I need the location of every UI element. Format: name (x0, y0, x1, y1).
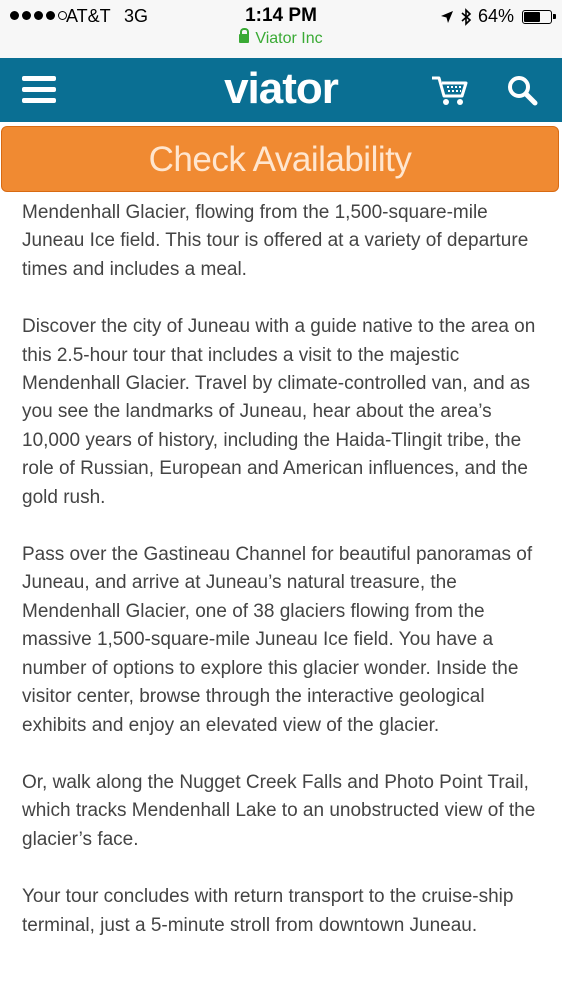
nav-bar (0, 58, 562, 122)
description-paragraph: Mendenhall Glacier, flowing from the 1,500-square-mile Juneau Ice field. This tour is offered at a variety of departure times and includes a meal. (22, 202, 529, 280)
battery-fill (524, 12, 540, 22)
clock: 1:14 PM (245, 5, 317, 26)
bluetooth-icon (460, 8, 472, 26)
status-right (440, 6, 552, 27)
viator-logo[interactable]: viator (224, 64, 338, 113)
tour-description (22, 199, 547, 969)
description-paragraph: Your tour concludes with return transport to the cruise-ship terminal, just a 5-minute stroll from downtown Juneau. (22, 886, 514, 936)
site-name: Viator Inc (255, 30, 323, 47)
description-paragraph: Pass over the Gastineau Channel for beautiful panoramas of Juneau, and arrive at Juneau’s natural treasure, the Mendenhall Glacier, one of 38 glaciers flowing from the massive 1,500-square-mile Juneau Ice field. You have a number of options to explore this glacier wonder. Inside the visitor center, browse through the interactive geological exhibits and enjoy an elevated view of the glacier. (22, 544, 533, 736)
network-type: 3G (124, 6, 149, 26)
search-icon[interactable] (506, 74, 538, 106)
status-bar (0, 0, 562, 58)
shopping-cart-icon[interactable] (430, 72, 470, 108)
carrier-name: AT&T (66, 6, 111, 26)
description-paragraph: Discover the city of Juneau with a guide native to the area on this 2.5-hour tour that includes a visit to the majestic Mendenhall Glacier. Travel by climate-controlled van, and as you see the landmarks of Juneau, hear about the area’s 10,000 years of history, including the Haida-Tlingit tribe, the role of Russian, European and American influences, and the gold rush. (22, 316, 536, 508)
lock-icon (239, 34, 249, 43)
battery-icon (522, 10, 552, 24)
location-arrow-icon (440, 10, 454, 24)
battery-percent: 64% (477, 6, 514, 26)
url-bar[interactable] (0, 30, 562, 48)
description-paragraph: Or, walk along the Nugget Creek Falls and Photo Point Trail, which tracks Mendenhall Lake to an unobstructed view of the glacier’s face. (22, 771, 536, 850)
check-availability-button[interactable]: Check Availability (1, 126, 559, 192)
status-row (0, 4, 562, 28)
